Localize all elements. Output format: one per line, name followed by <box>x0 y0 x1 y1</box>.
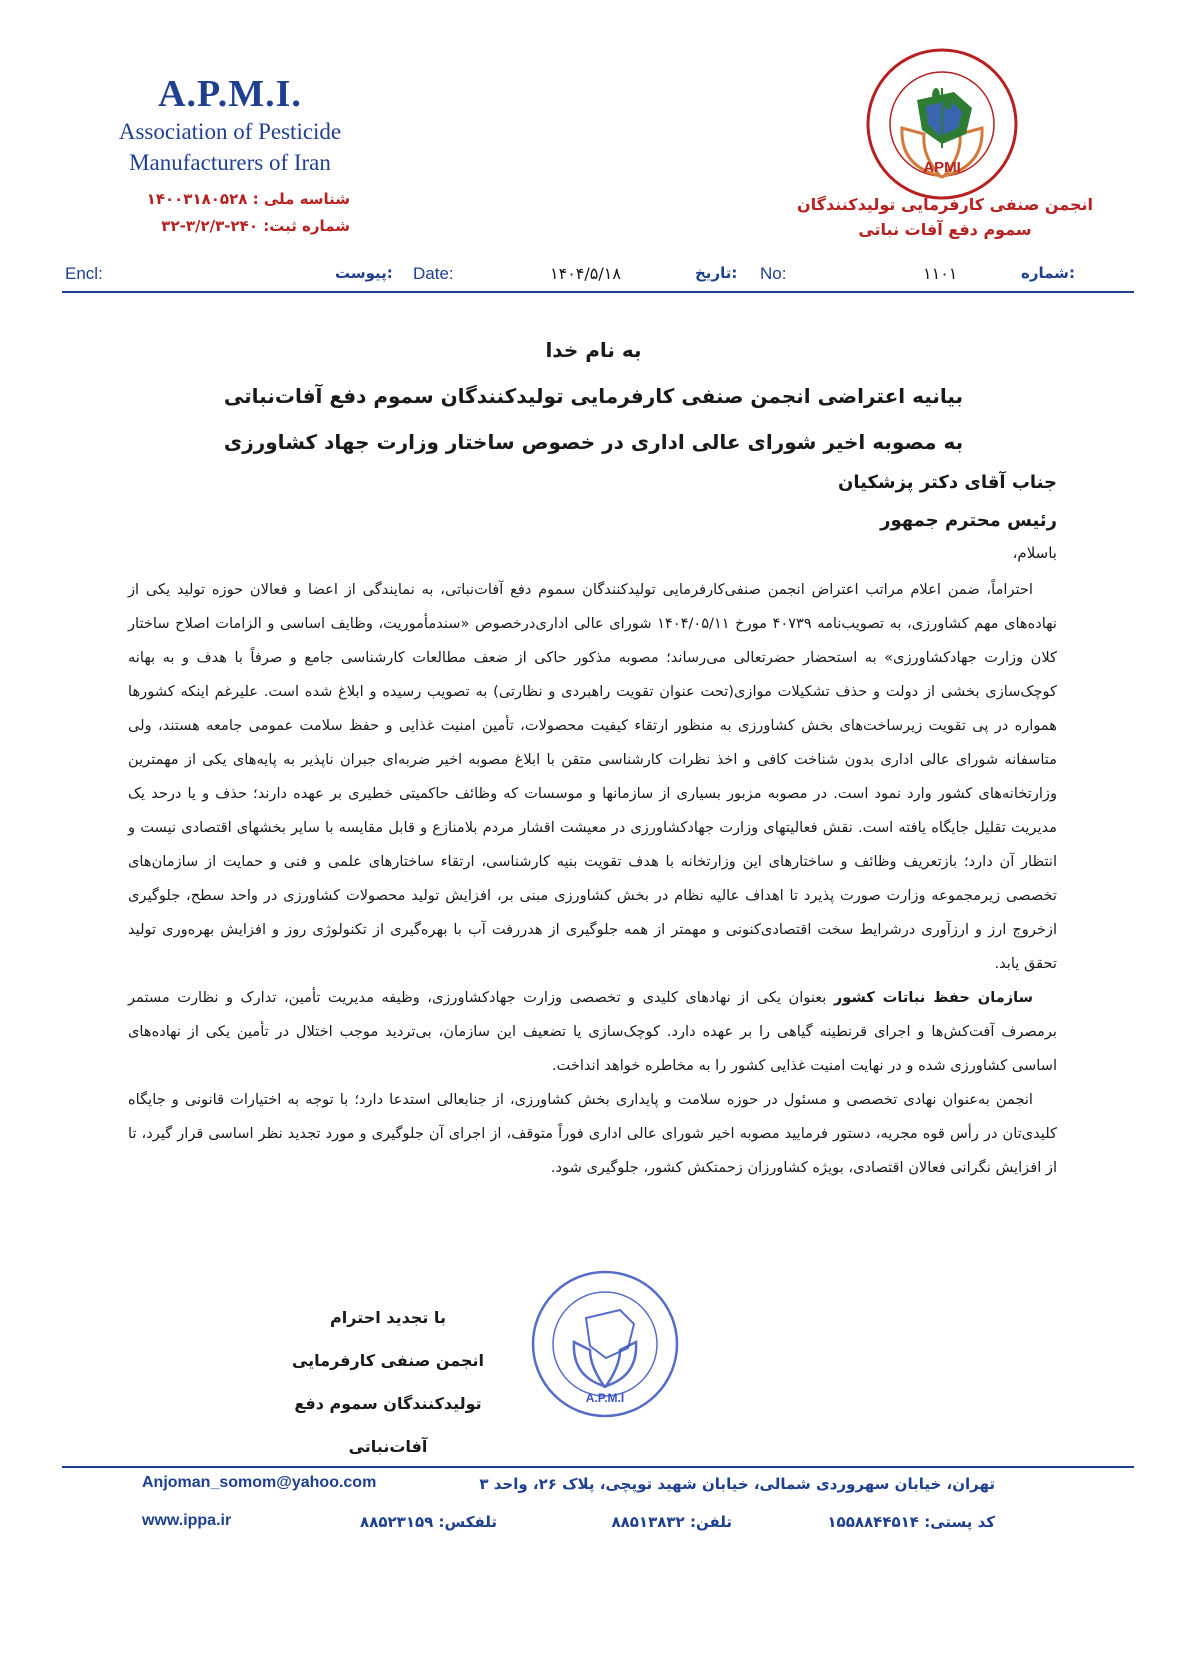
contact-fax: تلفکس: ۸۸۵۲۳۱۵۹ <box>360 1513 497 1531</box>
org-name-line-1: Association of Pesticide <box>118 119 342 144</box>
registration-ids <box>120 186 350 240</box>
paragraph-2 <box>128 981 1057 1083</box>
org-abbreviation: A.P.M.I. <box>158 73 302 115</box>
closing-signature-block <box>258 1296 518 1468</box>
official-stamp <box>530 1268 680 1420</box>
contact-website[interactable]: www.ippa.ir <box>142 1512 232 1529</box>
header-divider <box>62 291 1134 293</box>
greeting: باسلام، <box>1012 544 1057 562</box>
letter-meta-row <box>65 260 1131 290</box>
logo-text: APMI <box>923 159 961 176</box>
org-name-line-2: Manufacturers of Iran <box>129 150 331 175</box>
paragraph-3: انجمن به‌عنوان نهادی تخصصی و مسئول در حوزه سلامت و پایداری بخش کشاورزی، از جنابعالی استدعا دارد؛ با توجه به اختیارات قانونی و جایگاه کلیدی‌تان در رأس قوه مجریه، دستور فرمایید مصوبه اخیر شورای عالی اداری فوراً متوقف، از اجرای آن جلوگیری و مورد تجدید نظر اساسی قرار گیرد، تا از افزایش نگرانی فعالان اقتصادی، بویژه کشاورزان زحمتکش کشور، جلوگیری شود. <box>128 1091 1057 1176</box>
paragraph-2-bold-lead: سازمان حفظ نباتات کشور <box>833 989 1034 1006</box>
date-value: ۱۴۰۴/۵/۱۸ <box>550 264 621 283</box>
statement-title-line-2: به مصوبه اخیر شورای عالی اداری در خصوص ساختار وزارت جهاد کشاورزی <box>223 430 964 454</box>
contact-postal-code: کد پستی: ۱۵۵۸۸۴۴۵۱۴ <box>827 1513 995 1531</box>
paragraph-1: احتراماً، ضمن اعلام مراتب اعتراض انجمن صنفی‌کارفرمایی تولیدکنندگان سموم دفع آفات‌نباتی، به نمایندگی از اعضا و فعالان حوزه تولید یکی از نهاده‌های مهم کشاورزی، به تصویب‌نامه ۴۰۷۳۹ مورخ ۱۴۰۴/۰۵/۱۱ شورای عالی اداری‌درخصوص «سندمأموریت، وظایف اساسی و الزامات اصلاح ساختار کلان وزارت جهادکشاورزی» به استحضار حضرتعالی می‌رساند؛ مصوبه مذکور حاکی از ضعف مطالعات کارشناسی جامع و صرفاً با هدف و به بهانه کوچک‌سازی بخشی از دولت و حذف تشکیلات موازی(تحت عنوان تقویت راهبردی و نظارتی) به تصویب رسیده و ابلاغ شده است. علیرغم اینکه کشورها همواره در پی تقویت زیرساخت‌های بخش کشاورزی به منظور ارتقاء کیفیت محصولات، تأمین امنیت غذایی و حفظ سلامت عمومی جامعه هستند، ولی متاسفانه شورای عالی اداری بدون شناخت کافی و اخذ نظرات کارشناسی متقن با ابلاغ مصوبه اخیر ضربه‌ای جبران ناپذیر به پایه‌های یکی از مهمترین وزارتخانه‌های کشور وارد نمود است. در مصوبه مزبور بسیاری از سازمانها و موسسات که وظائف حاکمیتی خطیری بر عهده دارند؛ حذف و یا درحد یک مدیریت تقلیل جایگاه یافته است. نقش فعالیتهای وزارت جهادکشاورزی در معیشت اقشار مردم بلامنازع و قابل مقایسه با سایر بخشهای اقتصادی نیست و انتظار آن دارد؛ بازتعریف وظائف و ساختارهای این وزارتخانه با هدف تقویت بنیه کارشناسی، ارتقاء ساختارهای علمی و فنی و حمایت از سازمان‌های تخصصی زیرمجموعه وزارت صورت پذیرد تا اهداف عالیه نظام در بخش کشاورزی مبنی بر، افزایش تولید محصولات کشاورزی در واحد سطح، جلوگیری ازخروج ارز و ارزآوری درشرایط سخت اقتصادی‌کنونی و مهمتر از همه جلوگیری از هدررفت آب با بهره‌گیری از تکنولوژی روز و افزایش بهره‌وری تولید تحقق یابد. <box>128 581 1057 972</box>
org-persian-line-1: انجمن صنفی کارفرمایی تولیدکنندگان <box>796 195 1093 214</box>
addressee-title: رئیس محترم جمهور <box>880 510 1057 531</box>
number-label-fa: شماره: <box>1021 264 1075 282</box>
registration-number: شماره ثبت: ۲۴۰-۳/۲/۳-۳۲ <box>161 217 350 235</box>
number-label-en: No: <box>760 264 787 283</box>
contact-email[interactable]: Anjoman_somom@yahoo.com <box>142 1474 377 1491</box>
org-persian-line-2: سموم دفع آفات نباتی <box>858 220 1032 239</box>
contact-address: تهران، خیابان سهروردی شمالی، خیابان شهید توپچی، پلاک ۲۶، واحد ۳ <box>479 1475 995 1493</box>
encl-label: Encl: <box>65 264 103 283</box>
attachment-label: پیوست: <box>335 264 393 282</box>
closing-line-3: تولیدکنندگان سموم دفع آفات‌نباتی <box>294 1394 482 1456</box>
addressee: جناب آقای دکتر پزشکیان <box>837 472 1057 493</box>
org-english-name <box>70 72 390 178</box>
statement-title-line-1: بیانیه اعتراضی انجمن صنفی کارفرمایی تولیدکنندگان سموم دفع آفات‌نباتی <box>223 384 964 408</box>
apmi-logo <box>862 48 1022 204</box>
date-label-en: Date: <box>413 264 454 283</box>
paragraph-2-text: بعنوان یکی از نهادهای کلیدی و تخصصی وزارت جهادکشاورزی، وظیفه مدیریت تأمین، تدارک و نظارت مستمر برمصرف آفت‌کش‌ها و اجرای قرنطینه گیاهی را بر عهده دارد. کوچک‌سازی یا تضعیف این سازمان، بی‌تردید موجب اختلال در تأمین یکی از نهاده‌های اساسی کشاورزی شده و در نهایت امنیت غذایی کشور را به مخاطره خواهد انداخت. <box>128 989 1057 1074</box>
letter-number: ۱۱۰۱ <box>923 264 958 283</box>
closing-line-2: انجمن صنفی کارفرمایی <box>291 1351 485 1370</box>
national-id: شناسه ملی : ۱۴۰۰۳۱۸۰۵۲۸ <box>146 190 350 208</box>
closing-line-1: با تجدید احترام <box>330 1308 446 1327</box>
contact-phone: تلفن: ۸۸۵۱۳۸۳۲ <box>611 1513 732 1531</box>
letter-body <box>128 573 1057 1185</box>
org-persian-name <box>795 192 1095 242</box>
bismillah: به نام خدا <box>545 338 642 362</box>
footer-divider <box>62 1466 1134 1468</box>
stamp-text: A.P.M.I <box>585 1391 625 1405</box>
date-label-fa: تاریخ: <box>695 264 738 282</box>
